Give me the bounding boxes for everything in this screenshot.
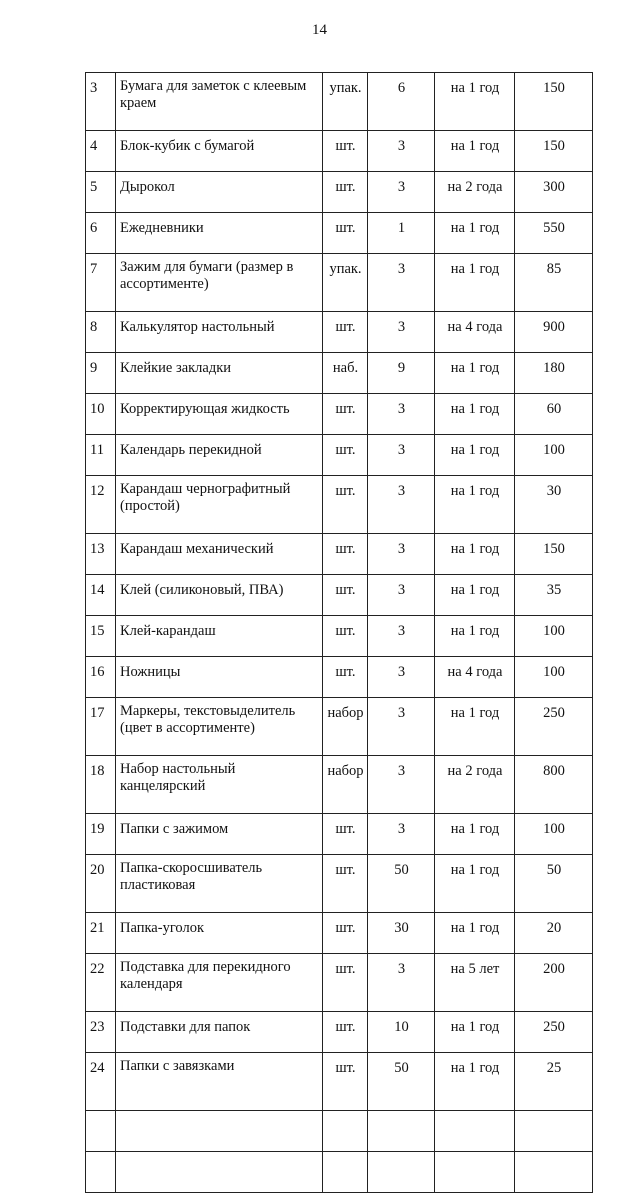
row-number: 19 [86,814,116,855]
item-term: на 1 год [435,213,515,254]
item-term [435,1111,515,1152]
item-term: на 4 года [435,657,515,698]
table-row [86,698,593,756]
item-unit: шт. [323,913,368,954]
row-number: 23 [86,1012,116,1053]
item-price [515,1152,593,1193]
item-name: Карандаш чернографитный (простой) [116,476,323,534]
item-price: 250 [515,698,593,756]
item-name: Карандаш механический [116,534,323,575]
item-quantity: 50 [368,855,435,913]
item-quantity: 3 [368,575,435,616]
item-unit: шт. [323,394,368,435]
item-quantity: 3 [368,131,435,172]
item-quantity: 3 [368,534,435,575]
item-quantity: 3 [368,756,435,814]
item-term: на 2 года [435,756,515,814]
item-quantity: 1 [368,213,435,254]
row-number: 13 [86,534,116,575]
item-name: Набор настольный канцелярский [116,756,323,814]
item-price: 85 [515,254,593,312]
item-name: Корректирующая жидкость [116,394,323,435]
item-term: на 1 год [435,476,515,534]
item-unit: набор [323,698,368,756]
item-unit: шт. [323,534,368,575]
item-quantity: 3 [368,172,435,213]
item-name: Калькулятор настольный [116,312,323,353]
item-term: на 1 год [435,575,515,616]
item-name: Клейкие закладки [116,353,323,394]
item-quantity: 30 [368,913,435,954]
item-unit: шт. [323,575,368,616]
table-row [86,534,593,575]
item-unit: набор [323,756,368,814]
table-row [86,913,593,954]
item-name: Ежедневники [116,213,323,254]
item-name: Папки с завязками [116,1053,323,1111]
item-name [116,1111,323,1152]
item-term: на 1 год [435,131,515,172]
item-unit: наб. [323,353,368,394]
item-quantity: 10 [368,1012,435,1053]
table-row [86,213,593,254]
item-term: на 1 год [435,1012,515,1053]
item-price: 100 [515,657,593,698]
table-row [86,954,593,1012]
row-number: 21 [86,913,116,954]
table-row [86,312,593,353]
table-row [86,353,593,394]
row-number: 14 [86,575,116,616]
item-price: 900 [515,312,593,353]
item-quantity: 3 [368,657,435,698]
table-row [86,394,593,435]
row-number: 9 [86,353,116,394]
item-term: на 1 год [435,73,515,131]
item-term: на 1 год [435,394,515,435]
item-name: Ножницы [116,657,323,698]
table-row [86,814,593,855]
item-term: на 5 лет [435,954,515,1012]
item-name: Календарь перекидной [116,435,323,476]
item-unit: упак. [323,73,368,131]
item-term: на 1 год [435,435,515,476]
row-number: 16 [86,657,116,698]
item-quantity: 3 [368,476,435,534]
table-row [86,616,593,657]
row-number: 17 [86,698,116,756]
table-row [86,1012,593,1053]
item-price: 180 [515,353,593,394]
item-unit: шт. [323,131,368,172]
item-unit: шт. [323,1053,368,1111]
item-quantity: 3 [368,698,435,756]
item-term [435,1152,515,1193]
item-name: Подставка для перекидного календаря [116,954,323,1012]
row-number: 3 [86,73,116,131]
item-price [515,1111,593,1152]
row-number: 24 [86,1053,116,1111]
item-price: 30 [515,476,593,534]
item-quantity: 50 [368,1053,435,1111]
row-number: 22 [86,954,116,1012]
item-term: на 1 год [435,1053,515,1111]
table-row [86,476,593,534]
item-term: на 1 год [435,855,515,913]
table-row [86,1152,593,1193]
item-price: 200 [515,954,593,1012]
item-price: 100 [515,435,593,476]
item-unit: шт. [323,954,368,1012]
table-row [86,1111,593,1152]
item-unit: упак. [323,254,368,312]
row-number: 4 [86,131,116,172]
item-price: 150 [515,131,593,172]
item-price: 35 [515,575,593,616]
item-quantity: 3 [368,435,435,476]
item-quantity [368,1111,435,1152]
item-unit: шт. [323,814,368,855]
item-name [116,1152,323,1193]
page-number: 14 [312,22,327,38]
item-price: 50 [515,855,593,913]
item-name: Маркеры, текстовыделитель (цвет в ассортименте) [116,698,323,756]
item-name: Блок-кубик с бумагой [116,131,323,172]
item-name: Клей (силиконовый, ПВА) [116,575,323,616]
table-row [86,756,593,814]
item-name: Клей-карандаш [116,616,323,657]
item-quantity: 3 [368,814,435,855]
table-row [86,73,593,131]
table-row [86,172,593,213]
item-unit: шт. [323,1012,368,1053]
item-unit [323,1111,368,1152]
item-unit: шт. [323,213,368,254]
item-term: на 1 год [435,534,515,575]
item-quantity: 3 [368,312,435,353]
row-number: 12 [86,476,116,534]
item-term: на 1 год [435,254,515,312]
row-number: 20 [86,855,116,913]
item-price: 800 [515,756,593,814]
item-name: Подставки для папок [116,1012,323,1053]
item-price: 250 [515,1012,593,1053]
item-term: на 4 года [435,312,515,353]
table-row [86,435,593,476]
item-name: Дырокол [116,172,323,213]
row-number: 15 [86,616,116,657]
item-name: Папка-скоросшиватель пластиковая [116,855,323,913]
row-number [86,1152,116,1193]
row-number: 7 [86,254,116,312]
item-unit: шт. [323,312,368,353]
item-quantity: 3 [368,254,435,312]
item-price: 300 [515,172,593,213]
table-row [86,657,593,698]
item-unit: шт. [323,657,368,698]
item-quantity: 3 [368,394,435,435]
item-term: на 1 год [435,353,515,394]
row-number: 6 [86,213,116,254]
item-unit: шт. [323,435,368,476]
item-unit: шт. [323,172,368,213]
item-quantity [368,1152,435,1193]
item-quantity: 3 [368,954,435,1012]
item-name: Папка-уголок [116,913,323,954]
item-term: на 1 год [435,814,515,855]
row-number: 18 [86,756,116,814]
item-unit: шт. [323,476,368,534]
row-number [86,1111,116,1152]
item-name: Папки с зажимом [116,814,323,855]
row-number: 5 [86,172,116,213]
item-term: на 1 год [435,913,515,954]
item-term: на 1 год [435,698,515,756]
item-price: 25 [515,1053,593,1111]
table-row [86,575,593,616]
table-row [86,131,593,172]
item-quantity: 9 [368,353,435,394]
item-unit: шт. [323,855,368,913]
item-price: 60 [515,394,593,435]
item-unit [323,1152,368,1193]
item-price: 150 [515,534,593,575]
item-unit: шт. [323,616,368,657]
item-price: 100 [515,814,593,855]
row-number: 8 [86,312,116,353]
row-number: 10 [86,394,116,435]
item-name: Бумага для заметок с клеевым краем [116,73,323,131]
item-price: 20 [515,913,593,954]
item-name: Зажим для бумаги (размер в ассортименте) [116,254,323,312]
item-price: 150 [515,73,593,131]
item-price: 550 [515,213,593,254]
item-quantity: 3 [368,616,435,657]
item-term: на 2 года [435,172,515,213]
item-price: 100 [515,616,593,657]
row-number: 11 [86,435,116,476]
item-quantity: 6 [368,73,435,131]
table-row [86,1053,593,1111]
item-term: на 1 год [435,616,515,657]
table-row [86,254,593,312]
supply-norms-table [85,72,593,1193]
table-row [86,855,593,913]
